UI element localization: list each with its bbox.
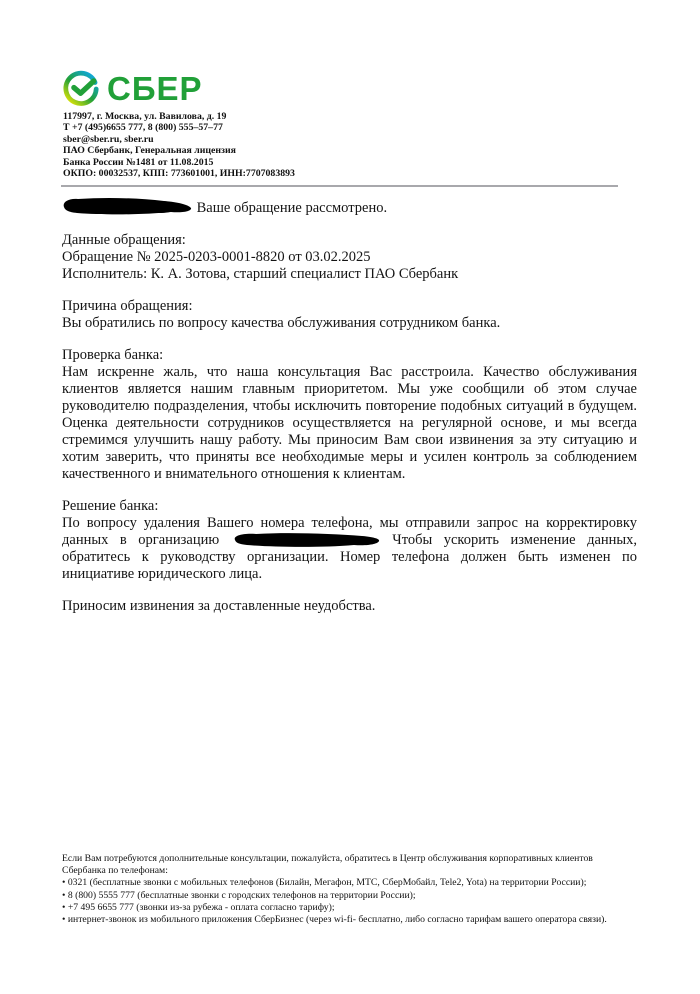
bullet-marker: • <box>62 914 66 926</box>
address-line: sber@sber.ru, sber.ru <box>63 133 154 145</box>
check-text: Нам искренне жаль, что наша консультация Вас расстроила. Качество обслуживания клиентов является нашим главным приоритетом. Мы уже сообщили об этом случае руководителю подразделения, чтобы исключить повторение подобных ситуаций в будущем. Оценка деятельности сотрудников осуществляется на регулярной основе, и мы всегда стремимся улучшить нашу работу. Мы приносим Вам свои извинения за эту ситуацию и хотим заверить, что приняты все необходимые меры и усилен контроль за соблюдением качественного и внимательного отношения к клиентам. <box>62 364 637 482</box>
bullet-marker: • <box>62 889 66 901</box>
footer-note <box>62 853 639 926</box>
decision-text-before: По вопросу удаления Вашего номера телефона, мы отправили запрос на корректировку данных в организацию <box>62 515 637 548</box>
bullet-marker: • <box>62 901 66 913</box>
bank-check-section <box>62 347 637 483</box>
apology-text: Приносим извинения за доставленные неудобства. <box>62 598 376 614</box>
reason-heading: Причина обращения: <box>62 298 193 314</box>
appeal-number-line: Обращение № 2025-0203-0001-8820 от 03.02.2025 <box>62 249 371 265</box>
header-divider <box>61 185 618 187</box>
reason-text: Вы обратились по вопросу качества обслуживания сотрудником банка. <box>62 315 501 331</box>
sber-wordmark: СБЕР <box>107 70 203 107</box>
decision-heading: Решение банка: <box>62 498 159 514</box>
address-line: ПАО Сбербанк, Генеральная лицензия <box>63 145 236 157</box>
bank-address-block <box>63 111 393 179</box>
decision-text-after: Чтобы ускорить изменение данных, обратитесь к руководству организации. Номер телефона должен быть изменен по инициативе юридического лица. <box>62 532 638 582</box>
bullet-marker: • <box>62 877 66 889</box>
address-line: 117997, г. Москва, ул. Вавилова, д. 19 <box>63 111 227 122</box>
decision-text <box>62 515 637 583</box>
sber-checkmark-icon <box>62 70 100 108</box>
bank-decision-section <box>62 498 637 583</box>
footer-bullet <box>62 877 639 889</box>
sber-logo <box>62 70 203 108</box>
reason-section <box>62 298 637 332</box>
appeal-executor-line: Исполнитель: К. А. Зотова, старший специалист ПАО Сбербанк <box>62 266 459 282</box>
footer-bullet <box>62 914 639 926</box>
apology-section <box>62 598 637 615</box>
appeal-data-heading: Данные обращения: <box>62 232 186 248</box>
footer-intro: Если Вам потребуются дополнительные консультации, пожалуйста, обратитесь в Центр обслуживания корпоративных клиентов Сбербанка по телефонам: <box>62 853 593 877</box>
check-heading: Проверка банка: <box>62 347 164 363</box>
address-line: Банка России №1481 от 11.08.2015 <box>63 156 214 168</box>
greeting-text: Ваше обращение рассмотрено. <box>196 200 388 216</box>
footer-bullet-text: 8 (800) 5555 777 (бесплатные звонки с городских телефонов на территории России); <box>67 889 416 901</box>
greeting-line <box>62 196 637 217</box>
footer-bullet-text: +7 495 6655 777 (звонки из-за рубежа - оплата согласно тарифу); <box>67 901 335 913</box>
address-line: Т +7 (495)6655 777, 8 (800) 555–57–77 <box>63 122 223 134</box>
footer-bullet <box>62 890 639 902</box>
redaction-mark-organization <box>231 532 381 548</box>
footer-bullet <box>62 902 639 914</box>
footer-bullet-text: интернет-звонок из мобильного приложения СберБизнес (через wi-fi- бесплатно, либо согласно тарифам вашего оператора связи). <box>67 914 607 926</box>
letter-body <box>62 196 637 615</box>
redaction-mark-name <box>62 196 193 216</box>
appeal-data-section <box>62 232 637 283</box>
address-line: ОКПО: 00032537, КПП: 773601001, ИНН:7707083893 <box>63 168 295 180</box>
footer-bullet-text: 0321 (бесплатные звонки с мобильных телефонов (Билайн, Мегафон, МТС, СберМобайл, Tele2, Yota) на территории России); <box>67 877 587 889</box>
